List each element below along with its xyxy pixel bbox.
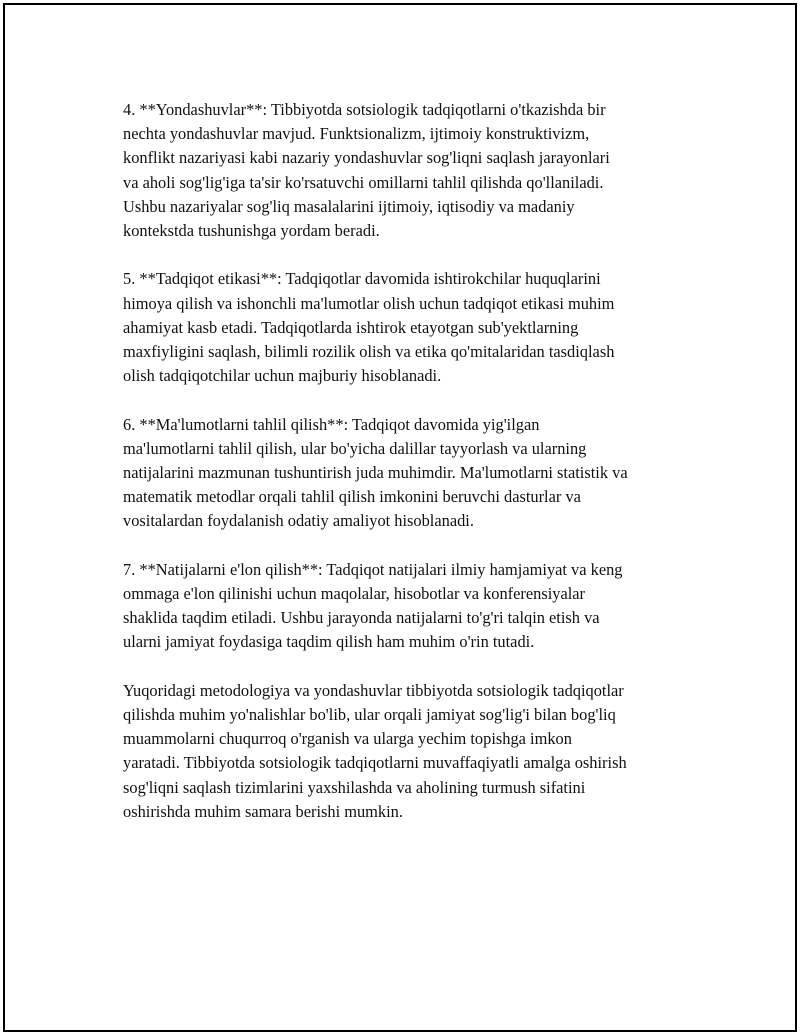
paragraph-data-analysis: 6. **Ma'lumotlarni tahlil qilish**: Tadqiqot davomida yig'ilgan ma'lumotlarni tahlil qilish, ular bo'yicha dalillar tayyorlash va ularning natijalarini mazmunan tushuntirish juda muhimdir. Ma'lumotlarni statistik va matematik metodlar orqali tahlil qilish imkonini beruvchi dasturlar va vositalardan foydalanish odatiy amaliyot hisoblanadi. (123, 414, 628, 531)
paragraph-approaches: 4. **Yondashuvlar**: Tibbiyotda sotsiologik tadqiqotlarni o'tkazishda bir nechta yondashuvlar mavjud. Funktsionalizm, ijtimoiy konstruktivizm, konflikt nazariyasi kabi nazariy yondashuvlar sog'liqni saqlash jarayonlari va aholi sog'lig'iga ta'sir ko'rsatuvchi omillarni tahlil qilishda qo'llaniladi. Ushbu nazariyalar sog'liq masalalarini ijtimoiy, iqtisodiy va madaniy kontekstda tushunishga yordam beradi. (123, 100, 610, 241)
paragraph-research-ethics: 5. **Tadqiqot etikasi**: Tadqiqotlar davomida ishtirokchilar huquqlarini himoya qilish va ishonchli ma'lumotlar olish uchun tadqiqot etikasi muhim ahamiyat kasb etadi. Tadqiqotlarda ishtirok etayotgan sub'yektlarning maxfiyligini saqlash, bilimli rozilik olish va etika qo'mitalaridan tasdiqlash olish tadqiqotchilar uchun majburiy hisoblanadi. (123, 269, 615, 386)
paragraph-publishing-results: 7. **Natijalarni e'lon qilish**: Tadqiqot natijalari ilmiy hamjamiyat va keng ommaga e'lon qilinishi uchun maqolalar, hisobotlar va konferensiyalar shaklida taqdim etiladi. Ushbu jarayonda natijalarni to'g'ri talqin etish va ularni jamiyat foydasiga taqdim qilish ham muhim o'rin tutadi. (123, 559, 623, 652)
document-body (123, 98, 703, 848)
paragraph-conclusion: Yuqoridagi metodologiya va yondashuvlar tibbiyotda sotsiologik tadqiqotlar qilishda muhim yo'nalishlar bo'lib, ular orqali jamiyat sog'lig'i bilan bog'liq muammolarni chuqurroq o'rganish va ularga yechim topishga imkon yaratadi. Tibbiyotda sotsiologik tadqiqotlarni muvaffaqiyatli amalga oshirish sog'liqni saqlash tizimlarini yaxshilashda va aholining turmush sifatini oshirishda muhim samara berishi mumkin. (123, 680, 627, 821)
page-frame (3, 3, 797, 1032)
